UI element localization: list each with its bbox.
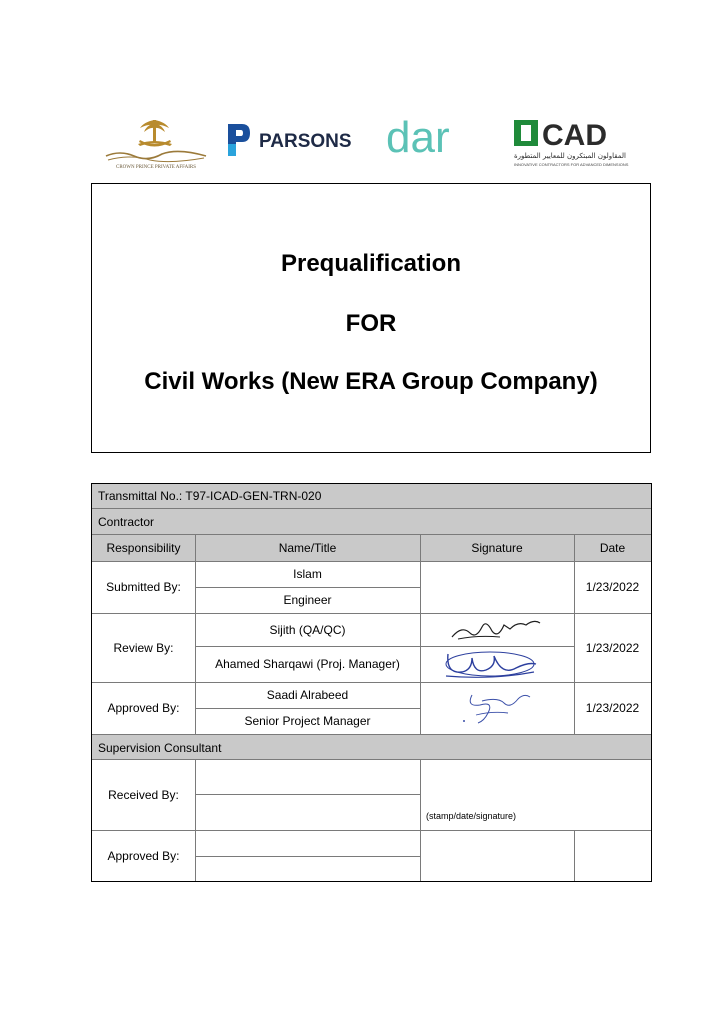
submitted-date: 1/23/2022 — [585, 580, 640, 594]
logo-bar — [92, 110, 652, 170]
approved-date: 1/23/2022 — [585, 701, 640, 715]
submitted-title: Engineer — [283, 593, 332, 607]
header-date: Date — [574, 535, 651, 561]
grid-line — [92, 613, 651, 614]
review-name-pm: Ahamed Sharqawi (Proj. Manager) — [215, 657, 400, 671]
contractor-band: Contractor — [92, 509, 651, 535]
review-date: 1/23/2022 — [585, 640, 640, 655]
title-box — [91, 183, 651, 453]
grid-line — [92, 682, 651, 683]
grid-line — [195, 646, 574, 647]
grid-line — [195, 587, 420, 588]
parsons-logo — [226, 122, 366, 158]
crown-prince-caption: CROWN PRINCE PRIVATE AFFAIRS — [116, 165, 196, 170]
grid-line — [195, 535, 196, 734]
approved-label: Approved By: — [107, 701, 180, 715]
submitted-name: Islam — [293, 567, 322, 581]
review-signature-1 — [448, 615, 544, 648]
approved-name: Saadi Alrabeed — [266, 688, 349, 702]
approved2-label: Approved By: — [107, 848, 180, 863]
grid-line — [195, 856, 420, 857]
parsons-wordmark: PARSONS — [259, 131, 352, 152]
title-for: FOR — [345, 310, 397, 337]
supervision-band: Supervision Consultant — [92, 734, 651, 760]
crown-prince-logo — [100, 116, 212, 170]
approved-signature — [458, 687, 538, 732]
review-signature-2 — [442, 648, 542, 685]
icad-tagline: INNOVATIVE CONTRACTORS FOR ADVANCED DIMENSIONS — [514, 162, 629, 167]
grid-line — [92, 830, 651, 831]
review-label: Review By: — [113, 640, 174, 655]
grid-line — [195, 794, 420, 795]
submitted-label: Submitted By: — [106, 580, 181, 594]
icad-logo — [512, 116, 644, 168]
project-title: Civil Works (New ERA Group Company) — [144, 368, 598, 395]
review-name-qaqc: Sijith (QA/QC) — [269, 622, 346, 637]
grid-line — [420, 760, 421, 881]
document-title: Prequalification — [280, 250, 462, 277]
dar-wordmark: dar — [386, 116, 450, 160]
transmittal-number: Transmittal No.: T97-ICAD-GEN-TRN-020 — [92, 484, 651, 509]
header-signature: Signature — [420, 535, 574, 561]
grid-line — [574, 830, 575, 881]
icad-wordmark: CAD — [542, 119, 607, 152]
header-name-title: Name/Title — [195, 535, 420, 561]
grid-line — [420, 535, 421, 734]
stamp-note: (stamp/date/signature) — [426, 811, 517, 821]
svg-text:المقاولون المبتكرون للمعايير ا: المقاولون المبتكرون للمعايير المتطورة — [514, 152, 626, 160]
grid-line — [574, 535, 575, 734]
grid-line — [195, 760, 196, 881]
header-responsibility: Responsibility — [92, 535, 195, 561]
approved-title: Senior Project Manager — [244, 714, 371, 728]
dar-logo — [386, 116, 490, 160]
grid-line — [92, 561, 651, 562]
grid-line — [195, 708, 420, 709]
received-label: Received By: — [108, 788, 179, 802]
transmittal-table — [91, 483, 652, 882]
